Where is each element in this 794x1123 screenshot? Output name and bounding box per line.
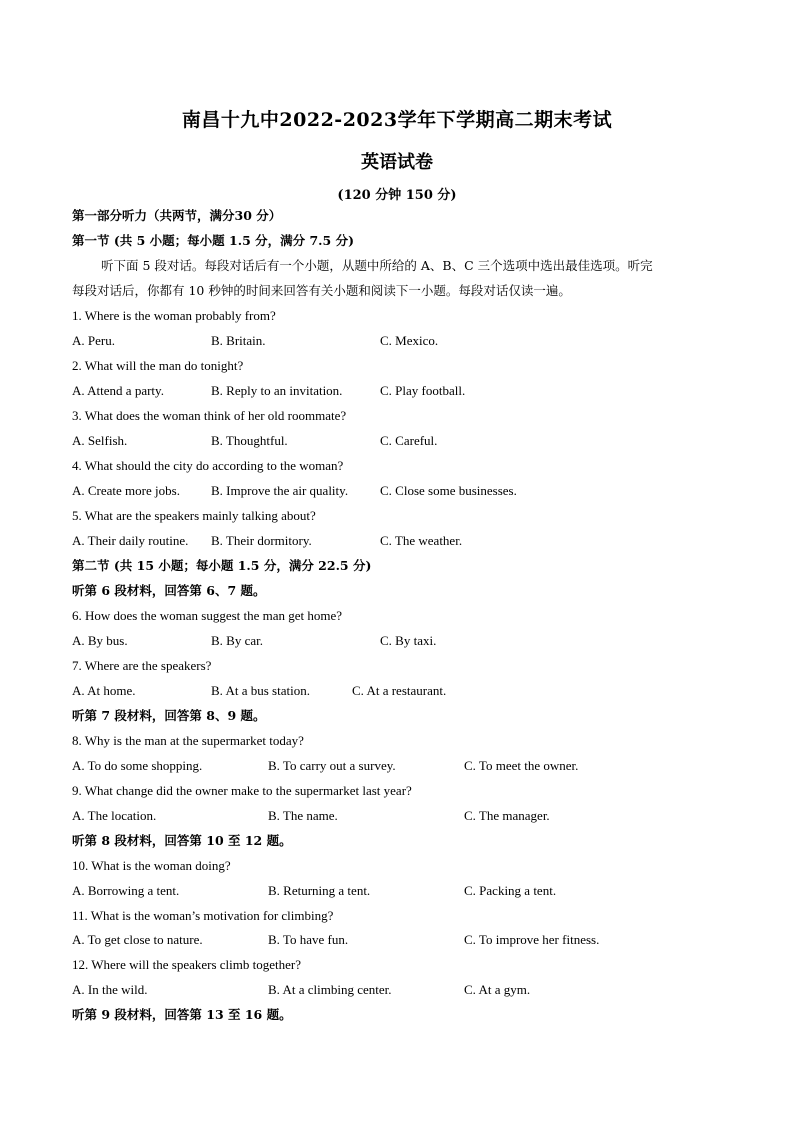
q6-option-c: C. By taxi. xyxy=(380,633,437,648)
part1-heading: 第一部分听力（共两节，满分30 分） xyxy=(72,208,282,223)
exam-subject: 英语试卷 xyxy=(361,152,433,173)
q10-option-a: A. Borrowing a tent. xyxy=(72,883,180,898)
q12-option-c: C. At a gym. xyxy=(464,982,531,997)
q7-option-c: C. At a restaurant. xyxy=(352,683,447,698)
q12-option-a: A. In the wild. xyxy=(72,982,148,997)
question-8: 8. Why is the man at the supermarket today? xyxy=(72,733,304,748)
q4-option-a: A. Create more jobs. xyxy=(72,483,180,498)
q5-option-b: B. Their dormitory. xyxy=(211,533,312,548)
section2-heading: 第二节 (共 15 小题；每小题 1.5 分，满分 22.5 分) xyxy=(72,558,372,573)
q9-option-a: A. The location. xyxy=(72,808,157,823)
q8-option-b: B. To carry out a survey. xyxy=(268,758,396,773)
q5-option-c: C. The weather. xyxy=(380,533,463,548)
question-5: 5. What are the speakers mainly talking about? xyxy=(72,508,316,523)
q1-option-b: B. Britain. xyxy=(211,333,266,348)
q9-option-b: B. The name. xyxy=(268,808,338,823)
q6-option-b: B. By car. xyxy=(211,633,263,648)
group-9-heading: 听第 9 段材料，回答第 13 至 16 题。 xyxy=(72,1007,292,1022)
question-1: 1. Where is the woman probably from? xyxy=(72,308,276,323)
question-12: 12. Where will the speakers climb together? xyxy=(72,957,301,972)
q4-option-b: B. Improve the air quality. xyxy=(211,483,349,498)
q2-option-c: C. Play football. xyxy=(380,383,466,398)
exam-duration-score: (120 分钟 150 分) xyxy=(337,188,457,203)
question-4: 4. What should the city do according to the woman? xyxy=(72,458,344,473)
question-10: 10. What is the woman doing? xyxy=(72,858,231,873)
question-11: 11. What is the woman’s motivation for climbing? xyxy=(72,908,334,923)
question-2: 2. What will the man do tonight? xyxy=(72,358,244,373)
q2-option-a: A. Attend a party. xyxy=(72,383,164,398)
q4-option-c: C. Close some businesses. xyxy=(380,483,517,498)
q3-option-c: C. Careful. xyxy=(380,433,438,448)
question-3: 3. What does the woman think of her old roommate? xyxy=(72,408,347,423)
group-7-heading: 听第 7 段材料，回答第 8、9 题。 xyxy=(72,708,266,723)
q2-option-b: B. Reply to an invitation. xyxy=(211,383,343,398)
q3-option-a: A. Selfish. xyxy=(72,433,128,448)
q11-option-a: A. To get close to nature. xyxy=(72,932,203,947)
q10-option-b: B. Returning a tent. xyxy=(268,883,371,898)
q11-option-c: C. To improve her fitness. xyxy=(464,932,600,947)
q11-option-b: B. To have fun. xyxy=(268,932,349,947)
q6-option-a: A. By bus. xyxy=(72,633,128,648)
question-6: 6. How does the woman suggest the man get home? xyxy=(72,608,343,623)
instructions-line-2: 每段对话后，你都有 10 秒钟的时间来回答有关小题和阅读下一小题。每段对话仅读一遍。 xyxy=(72,283,571,298)
group-6-heading: 听第 6 段材料，回答第 6、7 题。 xyxy=(72,583,266,598)
q7-option-a: A. At home. xyxy=(72,683,136,698)
q1-option-a: A. Peru. xyxy=(72,333,115,348)
question-9: 9. What change did the owner make to the supermarket last year? xyxy=(72,783,412,798)
q8-option-a: A. To do some shopping. xyxy=(72,758,203,773)
exam-title: 南昌十九中2022-2023学年下学期高二期末考试 xyxy=(181,109,613,131)
q12-option-b: B. At a climbing center. xyxy=(268,982,392,997)
instructions-line-1: 听下面 5 段对话。每段对话后有一个小题，从题中所给的 A、B、C 三个选项中选出最佳选项。听完 xyxy=(101,258,653,273)
group-8-heading: 听第 8 段材料，回答第 10 至 12 题。 xyxy=(72,833,292,848)
section1-heading: 第一节 (共 5 小题；每小题 1.5 分，满分 7.5 分) xyxy=(72,233,354,248)
q7-option-b: B. At a bus station. xyxy=(211,683,310,698)
q3-option-b: B. Thoughtful. xyxy=(211,433,288,448)
q1-option-c: C. Mexico. xyxy=(380,333,439,348)
question-7: 7. Where are the speakers? xyxy=(72,658,212,673)
q8-option-c: C. To meet the owner. xyxy=(464,758,579,773)
q10-option-c: C. Packing a tent. xyxy=(464,883,557,898)
q9-option-c: C. The manager. xyxy=(464,808,550,823)
q5-option-a: A. Their daily routine. xyxy=(72,533,189,548)
